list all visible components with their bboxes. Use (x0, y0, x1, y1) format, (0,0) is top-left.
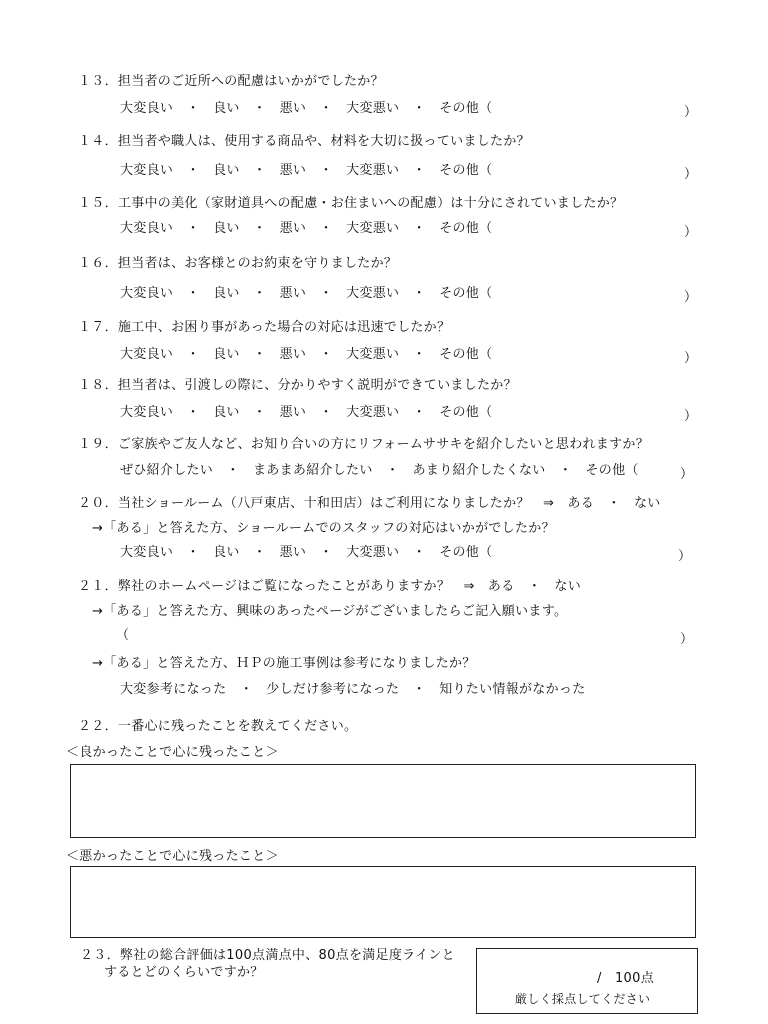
question-15-options: 大変良い ・ 良い ・ 悪い ・ 大変悪い ・ その他（ (120, 221, 493, 236)
question-14: １４．担当者や職人は、使用する商品や、材料を大切に扱っていましたか？ (78, 134, 530, 149)
question-21-options: 大変参考になった ・ 少しだけ参考になった ・ 知りたい情報がなかった (120, 682, 586, 697)
close-paren: ） (680, 632, 694, 647)
question-20-options: 大変良い ・ 良い ・ 悪い ・ 大変悪い ・ その他（ (120, 545, 493, 560)
question-13: １３．担当者のご近所への配慮はいかがでしたか？ (78, 74, 384, 89)
bad-memory-textbox[interactable] (70, 866, 696, 938)
question-23-line1: ２３．弊社の総合評価は100点満点中、80点を満足度ラインと (80, 948, 455, 963)
question-19: １９．ご家族やご友人など、お知り合いの方にリフォームササキを紹介したいと思われますか？ (78, 437, 649, 452)
question-19-options: ぜひ紹介したい ・ まあまあ紹介したい ・ あまり紹介したくない ・ その他（ (120, 463, 639, 478)
close-paren: ） (684, 290, 698, 305)
open-paren: （ (116, 628, 130, 643)
question-14-options: 大変良い ・ 良い ・ 悪い ・ 大変悪い ・ その他（ (120, 163, 493, 178)
question-16-options: 大変良い ・ 良い ・ 悪い ・ 大変悪い ・ その他（ (120, 286, 493, 301)
question-18: １８．担当者は、引渡しの際に、分かりやすく説明ができていましたか？ (78, 378, 517, 393)
good-memory-textbox[interactable] (70, 764, 696, 838)
close-paren: ） (678, 549, 692, 564)
question-13-options: 大変良い ・ 良い ・ 悪い ・ 大変悪い ・ その他（ (120, 101, 493, 116)
question-21-sub2: →「ある」と答えた方、ＨＰの施工事例は参考になりましたか？ (92, 656, 476, 671)
question-21-sub1: →「ある」と答えた方、興味のあったページがございましたらご記入願います。 (92, 604, 568, 619)
question-21: ２１．弊社のホームページはご覧になったことがありますか？ ⇒ ある ・ ない (78, 579, 582, 594)
question-22: ２２．一番心に残ったことを教えてください。 (78, 719, 358, 734)
question-17-options: 大変良い ・ 良い ・ 悪い ・ 大変悪い ・ その他（ (120, 347, 493, 362)
question-23-line2: するとどのくらいですか？ (104, 965, 264, 980)
close-paren: ） (680, 467, 694, 482)
bad-memory-label: ＜悪かったことで心に残ったこと＞ (66, 849, 279, 864)
good-memory-label: ＜良かったことで心に残ったこと＞ (66, 745, 279, 760)
score-note: 厳しく採点してください (515, 992, 651, 1006)
close-paren: ） (684, 225, 698, 240)
close-paren: ） (684, 409, 698, 424)
question-16: １６．担当者は、お客様とのお約束を守りましたか？ (78, 256, 398, 271)
score-box[interactable] (476, 948, 698, 1014)
question-20-sub: →「ある」と答えた方、ショールームでのスタッフの対応はいかがでしたか？ (92, 521, 555, 536)
score-label: / 100点 (597, 971, 654, 986)
close-paren: ） (684, 167, 698, 182)
question-18-options: 大変良い ・ 良い ・ 悪い ・ 大変悪い ・ その他（ (120, 405, 493, 420)
question-17: １７．施工中、お困り事があった場合の対応は迅速でしたか？ (78, 320, 451, 335)
close-paren: ） (684, 351, 698, 366)
question-20: ２０．当社ショールーム（八戸東店、十和田店）はご利用になりましたか？ ⇒ ある ・ ない (78, 496, 661, 511)
question-15: １５．工事中の美化（家財道具への配慮・お住まいへの配慮）は十分にされていましたか？ (78, 196, 624, 211)
close-paren: ） (684, 105, 698, 120)
